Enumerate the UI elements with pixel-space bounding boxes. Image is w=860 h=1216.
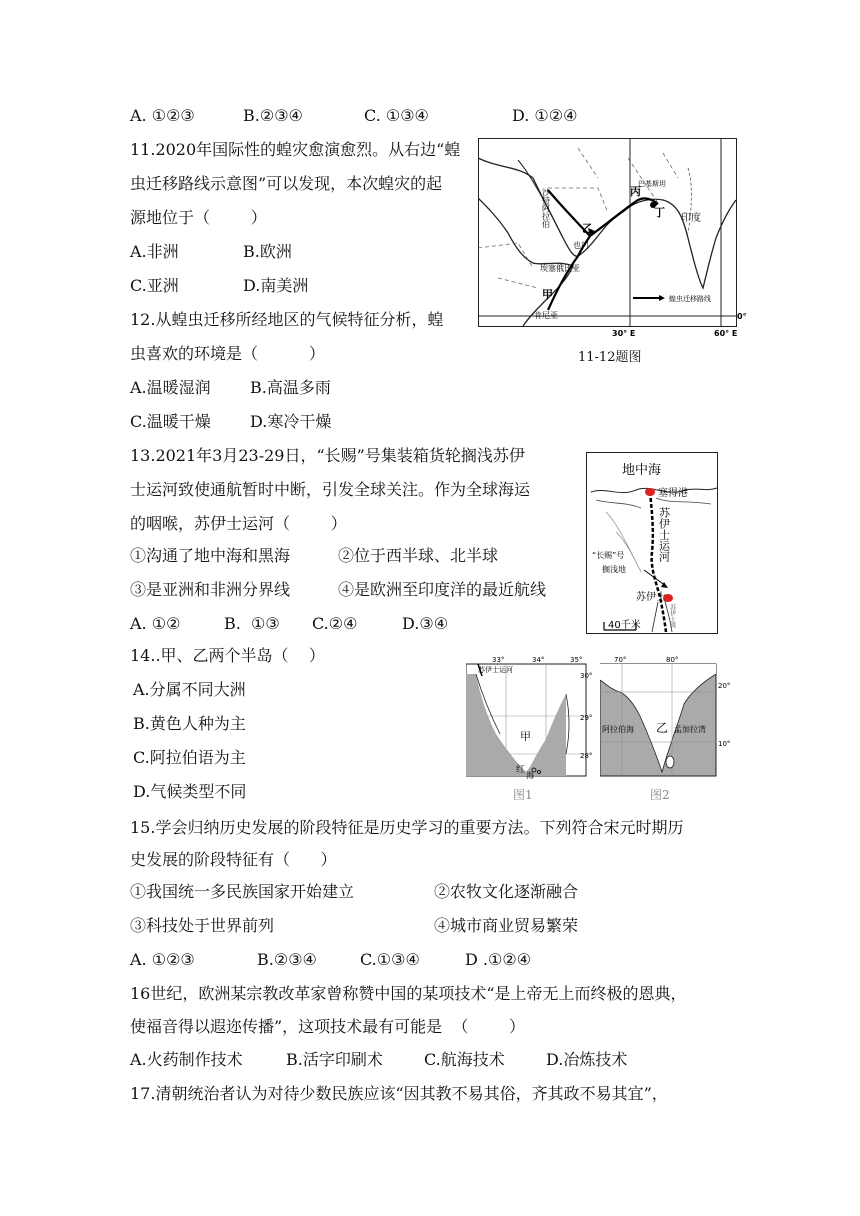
q13-option-d: D.③④ (402, 614, 449, 633)
fig1-label-red: 红 (516, 765, 526, 775)
fig1-tick-35: 35° (570, 656, 583, 664)
figure-2-caption: 图2 (650, 788, 670, 802)
q15-statement-4: ④城市商业贸易繁荣 (434, 916, 579, 935)
q14-option-a: A.分属不同大洲 (133, 680, 246, 699)
q15-option-d: D .①②④ (465, 950, 532, 969)
map1-legend-label: 蝗虫迁移路线 (669, 295, 711, 303)
map1-caption: 11-12题图 (578, 350, 642, 365)
map1-label-yemen: 也门 (573, 241, 589, 250)
map2-label-canal: 苏伊士运河 (657, 507, 671, 562)
q13-stem-line2: 士运河致使通航暂时中断，引发全球关注。作为全球海运 (130, 480, 531, 499)
q16-option-b: B.活字印刷术 (286, 1050, 383, 1069)
map1-label-jia: 甲 (542, 288, 553, 301)
map1-label-bing: 丙 (630, 185, 641, 198)
q14-option-c: C.阿拉伯语为主 (133, 748, 246, 767)
q15-stem-line1: 15.学会归纳历史发展的阶段特征是历史学习的重要方法。下列符合宋元时期历 (130, 818, 684, 837)
q11-option-d: D.南美洲 (243, 276, 309, 295)
q13-option-a: A. ①② (130, 614, 181, 633)
map1-lon60: 60° E (714, 329, 738, 338)
map2-label-gulf: 苏伊士湾 (668, 604, 676, 628)
q13-stem-line3: 的咽喉，苏伊士运河（ ） (130, 514, 347, 533)
suez-canal-map (586, 452, 718, 634)
map2-label-port: 塞得港 (658, 488, 688, 499)
q14-option-b: B.黄色人种为主 (133, 714, 246, 733)
q12-option-a: A.温暖湿润 (130, 378, 211, 397)
fig1-label-canal: 苏伊士运河 (478, 666, 513, 674)
figure-2-india-map (600, 654, 734, 784)
q12-stem-line1: 12.从蝗虫迁移所经地区的气候特征分析，蝗 (130, 310, 444, 329)
map1-label-yi: 乙 (582, 222, 593, 235)
fig2-tick-70: 70° (614, 656, 627, 664)
fig2-label-arab: 阿拉伯海 (602, 725, 634, 734)
q10-option-c: C. ①③④ (364, 106, 429, 125)
fig2-label-bengal: 孟加拉湾 (674, 725, 706, 734)
q11-option-b: B.欧洲 (243, 242, 292, 261)
q13-statement-4: ④是欧洲至印度洋的最近航线 (338, 580, 547, 599)
fig1-tick-33: 33° (492, 656, 505, 664)
map2-label-med: 地中海 (622, 463, 662, 478)
q10-option-b: B.②③④ (243, 106, 303, 125)
fig1-label-jia: 甲 (520, 730, 531, 743)
fig2-tick-80: 80° (666, 656, 679, 664)
q10-option-d: D. ①②④ (512, 106, 578, 125)
fig2-label-yi: 乙 (656, 721, 669, 735)
map1-label-ding: 丁 (654, 206, 665, 219)
map1-label-saudi: 沙特阿拉伯 (541, 188, 551, 228)
q15-option-b: B.②③④ (257, 950, 317, 969)
q10-option-a: A. ①②③ (130, 106, 195, 125)
map2-label-scale: 40千米 (608, 620, 641, 631)
q12-stem-line2: 虫喜欢的环境是（ ） (130, 344, 325, 363)
locust-migration-map (478, 138, 748, 338)
q13-option-c: C.②④ (312, 614, 358, 633)
map2-label-suez: 苏伊士 (636, 592, 666, 603)
q13-stem-line1: 13.2021年3月23-29日，“长赐”号集装箱货轮搁浅苏伊 (130, 446, 525, 465)
q16-stem-line2: 使福音得以遐迩传播”，这项技术最有可能是 （ ） (130, 1017, 526, 1036)
q16-option-c: C.航海技术 (424, 1050, 505, 1069)
q13-option-b: B. ①③ (224, 614, 280, 633)
fig1-tick-30: 30° (580, 672, 593, 680)
q15-stem-line2: 史发展的阶段特征有（ ） (130, 850, 337, 869)
q14-option-d: D.气候类型不同 (133, 782, 247, 801)
q12-option-c: C.温暖干燥 (130, 412, 211, 431)
map2-label-ship: “长赐”号 (592, 551, 625, 560)
fig2-tick-10: 10° (718, 740, 731, 748)
q11-stem-line3: 源地位于（ ） (130, 208, 267, 227)
q15-statement-3: ③科技处于世界前列 (130, 916, 275, 935)
fig1-tick-34: 34° (532, 656, 545, 664)
map1-lon30: 30° E (612, 329, 636, 338)
q16-option-d: D.冶炼技术 (546, 1050, 628, 1069)
q15-option-c: C.①③④ (360, 950, 420, 969)
map1-label-pakistan: 巴基斯坦 (638, 180, 666, 188)
q13-statement-2: ②位于西半球、北半球 (338, 546, 499, 565)
q11-stem-line2: 虫迁移路线示意图”可以发现，本次蝗灾的起 (130, 174, 443, 193)
fig1-tick-28: 28° (580, 752, 593, 760)
q16-option-a: A.火药制作技术 (130, 1050, 243, 1069)
q12-option-b: B.高温多雨 (250, 378, 331, 397)
fig1-tick-29: 29° (580, 714, 593, 722)
q17-stem-line1: 17.清朝统治者认为对待少数民族应该“因其教不易其俗，齐其政不易其宜”， (130, 1084, 668, 1103)
q11-option-c: C.亚洲 (130, 276, 179, 295)
map2-label-grounding: 搁浅地 (602, 565, 626, 574)
q14-stem: 14..甲、乙两个半岛（ ） (130, 646, 325, 665)
q16-stem-line1: 16世纪，欧洲某宗教改革家曾称赞中国的某项技术“是上帝无上而终极的恩典， (130, 984, 687, 1003)
q15-option-a: A. ①②③ (130, 950, 195, 969)
q13-statement-3: ③是亚洲和非洲分界线 (130, 580, 291, 599)
q15-statement-2: ②农牧文化逐渐融合 (434, 882, 579, 901)
map1-lat0: 0° (737, 312, 747, 321)
q15-statement-1: ①我国统一多民族国家开始建立 (130, 882, 355, 901)
map1-label-ethiopia: 埃塞俄比亚 (540, 264, 580, 273)
fig1-label-sea: 海 (526, 771, 534, 780)
fig2-tick-20: 20° (718, 682, 731, 690)
q13-statement-1: ①沟通了地中海和黑海 (130, 546, 291, 565)
q12-option-d: D.寒冷干燥 (250, 412, 332, 431)
figure-1-sinai-map (466, 654, 596, 784)
map1-label-india: 印度 (681, 213, 701, 224)
q11-option-a: A.非洲 (130, 242, 179, 261)
map1-label-kenya: 肯尼亚 (534, 311, 558, 320)
q11-stem-line1: 11.2020年国际性的蝗灾愈演愈烈。从右边“蝗 (130, 140, 461, 159)
figure-1-caption: 图1 (513, 788, 533, 802)
